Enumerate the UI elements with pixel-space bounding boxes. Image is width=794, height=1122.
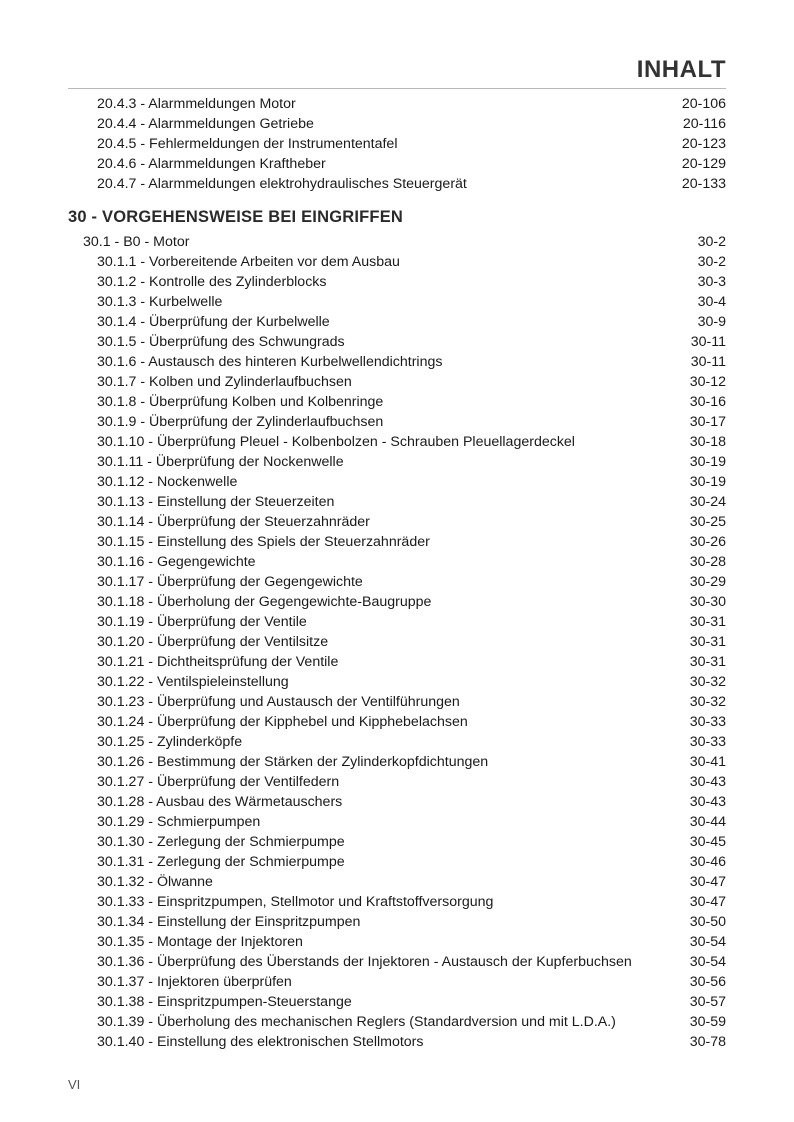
- toc-entry-row[interactable]: [0, 732, 794, 752]
- toc-entry-page: 30-9: [697, 314, 726, 330]
- toc-entry-label: 20.4.6 - Alarmmeldungen Kraftheber: [97, 156, 326, 172]
- toc-entry-label: 30.1.31 - Zerlegung der Schmierpumpe: [97, 854, 345, 870]
- toc-entry-row[interactable]: [0, 832, 794, 852]
- toc-entry-row[interactable]: [0, 532, 794, 552]
- toc-entry-row[interactable]: [0, 992, 794, 1012]
- toc-entry-row[interactable]: [0, 114, 794, 134]
- toc-entry-label: 30.1.24 - Überprüfung der Kipphebel und Kipphebelachsen: [97, 714, 468, 730]
- toc-entry-page: 30-12: [689, 374, 726, 390]
- table-of-contents: [0, 94, 794, 1052]
- toc-entry-row[interactable]: [0, 332, 794, 352]
- toc-entry-label: 30.1.29 - Schmierpumpen: [97, 814, 261, 830]
- toc-entry-label: 30.1.21 - Dichtheitsprüfung der Ventile: [97, 654, 339, 670]
- toc-entry-label: 30.1.19 - Überprüfung der Ventile: [97, 614, 307, 630]
- toc-entry-label: 30.1.10 - Überprüfung Pleuel - Kolbenbolzen - Schrauben Pleuellagerdeckel: [97, 434, 575, 450]
- toc-entry-page: 30-33: [689, 734, 726, 750]
- toc-entry-row[interactable]: [0, 292, 794, 312]
- toc-entry-page: 30-47: [689, 874, 726, 890]
- toc-entry-row[interactable]: [0, 94, 794, 114]
- toc-entry-row[interactable]: [0, 174, 794, 194]
- toc-entry-page: 30-17: [689, 414, 726, 430]
- toc-entry-label: 30.1.38 - Einspritzpumpen-Steuerstange: [97, 994, 352, 1010]
- toc-entry-page: 30-57: [689, 994, 726, 1010]
- toc-entry-row[interactable]: [0, 492, 794, 512]
- toc-entry-page: 30-16: [689, 394, 726, 410]
- toc-entry-label: 20.4.3 - Alarmmeldungen Motor: [97, 96, 296, 112]
- toc-entry-row[interactable]: [0, 592, 794, 612]
- toc-entry-page: 30-28: [689, 554, 726, 570]
- toc-entry-label: 20.4.5 - Fehlermeldungen der Instrumententafel: [97, 136, 398, 152]
- toc-entry-page: 30-11: [690, 354, 726, 370]
- toc-entry-row[interactable]: [0, 652, 794, 672]
- toc-entry-row[interactable]: [0, 412, 794, 432]
- toc-entry-row[interactable]: [0, 852, 794, 872]
- toc-entry-label: 30.1.28 - Ausbau des Wärmetauschers: [97, 794, 343, 810]
- toc-entry-row[interactable]: [0, 552, 794, 572]
- toc-entry-label: 30.1.2 - Kontrolle des Zylinderblocks: [97, 274, 327, 290]
- toc-entry-page: 30-54: [689, 954, 726, 970]
- toc-entry-label: 30.1.15 - Einstellung des Spiels der Steuerzahnräder: [97, 534, 430, 550]
- toc-entry-label: 30.1.7 - Kolben und Zylinderlaufbuchsen: [97, 374, 352, 390]
- toc-entry-label: 30.1.36 - Überprüfung des Überstands der Injektoren - Austausch der Kupferbuchsen: [97, 954, 632, 970]
- toc-entry-label: 30.1.26 - Bestimmung der Stärken der Zylinderkopfdichtungen: [97, 754, 489, 770]
- toc-entry-page: 20-116: [682, 116, 726, 132]
- toc-entry-label: 30.1.27 - Überprüfung der Ventilfedern: [97, 774, 340, 790]
- toc-entry-row[interactable]: [0, 134, 794, 154]
- toc-pre-entries: [0, 94, 794, 194]
- toc-entry-page: 30-47: [689, 894, 726, 910]
- toc-entry-label: 30.1.3 - Kurbelwelle: [97, 294, 223, 310]
- toc-entry-page: 30-31: [689, 654, 726, 670]
- toc-entry-label: 30.1.25 - Zylinderköpfe: [97, 734, 243, 750]
- toc-entry-label: 30.1.37 - Injektoren überprüfen: [97, 974, 292, 990]
- toc-entry-row[interactable]: [0, 932, 794, 952]
- toc-entry-page: 30-29: [689, 574, 726, 590]
- toc-entry-row[interactable]: [0, 632, 794, 652]
- toc-entry-row[interactable]: [0, 612, 794, 632]
- toc-entry-label: 30.1.17 - Überprüfung der Gegengewichte: [97, 574, 363, 590]
- toc-entry-label: 20.4.7 - Alarmmeldungen elektrohydraulisches Steuergerät: [97, 176, 467, 192]
- toc-entries: [0, 252, 794, 1052]
- toc-entry-label: 30.1.12 - Nockenwelle: [97, 474, 238, 490]
- toc-entry-page: 30-78: [689, 1034, 726, 1050]
- toc-entry-label: 30.1.1 - Vorbereitende Arbeiten vor dem Ausbau: [97, 254, 400, 270]
- toc-entry-label: 30.1.23 - Überprüfung und Austausch der Ventilführungen: [97, 694, 460, 710]
- toc-entry-page: 30-18: [689, 434, 726, 450]
- toc-entry-page: 30-19: [689, 474, 726, 490]
- toc-entry-label: 30.1.16 - Gegengewichte: [97, 554, 256, 570]
- toc-entry-page: 30-31: [689, 614, 726, 630]
- toc-entry-page: 20-133: [681, 176, 726, 192]
- toc-entry-label: 30.1.32 - Ölwanne: [97, 874, 213, 890]
- toc-entry-label: 30.1.40 - Einstellung des elektronischen Stellmotors: [97, 1034, 424, 1050]
- toc-entry-row[interactable]: [0, 312, 794, 332]
- toc-entry-page: 30-24: [689, 494, 726, 510]
- toc-section-heading: 30 - VORGEHENSWEISE BEI EINGRIFFEN: [68, 208, 404, 226]
- toc-entry-page: 30-25: [689, 514, 726, 530]
- toc-entry-row[interactable]: [0, 252, 794, 272]
- toc-entry-row[interactable]: [0, 712, 794, 732]
- toc-subsection-row[interactable]: [0, 232, 794, 252]
- toc-entry-label: 30.1.39 - Überholung des mechanischen Reglers (Standardversion und mit L.D.A.): [97, 1014, 616, 1030]
- toc-entry-page: 30-3: [697, 274, 726, 290]
- toc-entry-page: 30-4: [697, 294, 726, 310]
- toc-entry-row[interactable]: [0, 872, 794, 892]
- toc-subsection-page: 30-2: [697, 234, 726, 250]
- toc-entry-label: 20.4.4 - Alarmmeldungen Getriebe: [97, 116, 314, 132]
- toc-entry-row[interactable]: [0, 1032, 794, 1052]
- toc-entry-page: 30-32: [689, 694, 726, 710]
- toc-subsection-label: 30.1 - B0 - Motor: [83, 234, 190, 250]
- toc-entry-row[interactable]: [0, 972, 794, 992]
- toc-entry-page: 30-26: [689, 534, 726, 550]
- toc-entry-label: 30.1.14 - Überprüfung der Steuerzahnräder: [97, 514, 370, 530]
- toc-entry-page: 30-19: [689, 454, 726, 470]
- toc-entry-label: 30.1.22 - Ventilspieleinstellung: [97, 674, 289, 690]
- toc-entry-page: 30-33: [689, 714, 726, 730]
- toc-entry-label: 30.1.11 - Überprüfung der Nockenwelle: [97, 454, 344, 470]
- toc-entry-label: 30.1.33 - Einspritzpumpen, Stellmotor und Kraftstoffversorgung: [97, 894, 494, 910]
- toc-entry-label: 30.1.4 - Überprüfung der Kurbelwelle: [97, 314, 330, 330]
- toc-entry-row[interactable]: [0, 512, 794, 532]
- toc-entry-page: 30-56: [689, 974, 726, 990]
- header-divider: [68, 88, 726, 89]
- toc-entry-page: 30-2: [697, 254, 726, 270]
- toc-entry-row[interactable]: [0, 452, 794, 472]
- toc-entry-label: 30.1.20 - Überprüfung der Ventilsitze: [97, 634, 329, 650]
- toc-entry-row[interactable]: [0, 352, 794, 372]
- toc-entry-row[interactable]: [0, 952, 794, 972]
- toc-entry-label: 30.1.35 - Montage der Injektoren: [97, 934, 303, 950]
- toc-entry-page: 30-59: [689, 1014, 726, 1030]
- toc-entry-row[interactable]: [0, 1012, 794, 1032]
- toc-entry-label: 30.1.18 - Überholung der Gegengewichte-Baugruppe: [97, 594, 432, 610]
- toc-entry-page: 30-32: [689, 674, 726, 690]
- toc-entry-page: 30-30: [689, 594, 726, 610]
- toc-entry-label: 30.1.9 - Überprüfung der Zylinderlaufbuchsen: [97, 414, 384, 430]
- toc-entry-row[interactable]: [0, 812, 794, 832]
- toc-entry-row[interactable]: [0, 392, 794, 412]
- toc-entry-row[interactable]: [0, 692, 794, 712]
- toc-entry-row[interactable]: [0, 672, 794, 692]
- toc-entry-page: 20-106: [681, 96, 726, 112]
- footer-page-number: VI: [68, 1077, 81, 1092]
- toc-entry-page: 30-43: [689, 774, 726, 790]
- toc-entry-page: 30-50: [689, 914, 726, 930]
- toc-entry-label: 30.1.34 - Einstellung der Einspritzpumpen: [97, 914, 361, 930]
- toc-entry-label: 30.1.8 - Überprüfung Kolben und Kolbenringe: [97, 394, 384, 410]
- toc-entry-label: 30.1.6 - Austausch des hinteren Kurbelwellendichtrings: [97, 354, 443, 370]
- toc-entry-label: 30.1.13 - Einstellung der Steuerzeiten: [97, 494, 335, 510]
- toc-entry-row[interactable]: [0, 154, 794, 174]
- toc-entry-row[interactable]: [0, 272, 794, 292]
- toc-entry-row[interactable]: [0, 432, 794, 452]
- toc-entry-row[interactable]: [0, 472, 794, 492]
- toc-entry-label: 30.1.5 - Überprüfung des Schwungrads: [97, 334, 345, 350]
- toc-entry-page: 30-41: [689, 754, 726, 770]
- toc-entry-page: 30-54: [689, 934, 726, 950]
- toc-entry-label: 30.1.30 - Zerlegung der Schmierpumpe: [97, 834, 345, 850]
- toc-entry-page: 30-31: [689, 634, 726, 650]
- toc-entry-page: 30-46: [689, 854, 726, 870]
- toc-entry-page: 30-11: [690, 334, 726, 350]
- toc-entry-row[interactable]: [0, 752, 794, 772]
- toc-entry-page: 30-44: [689, 814, 726, 830]
- toc-entry-row[interactable]: [0, 572, 794, 592]
- toc-entry-page: 20-123: [681, 136, 726, 152]
- toc-entry-row[interactable]: [0, 372, 794, 392]
- toc-entry-row[interactable]: [0, 912, 794, 932]
- toc-entry-row[interactable]: [0, 792, 794, 812]
- toc-entry-page: 30-45: [689, 834, 726, 850]
- toc-entry-page: 20-129: [681, 156, 726, 172]
- page-title: INHALT: [636, 56, 726, 83]
- toc-entry-page: 30-43: [689, 794, 726, 810]
- toc-entry-row[interactable]: [0, 772, 794, 792]
- toc-entry-row[interactable]: [0, 892, 794, 912]
